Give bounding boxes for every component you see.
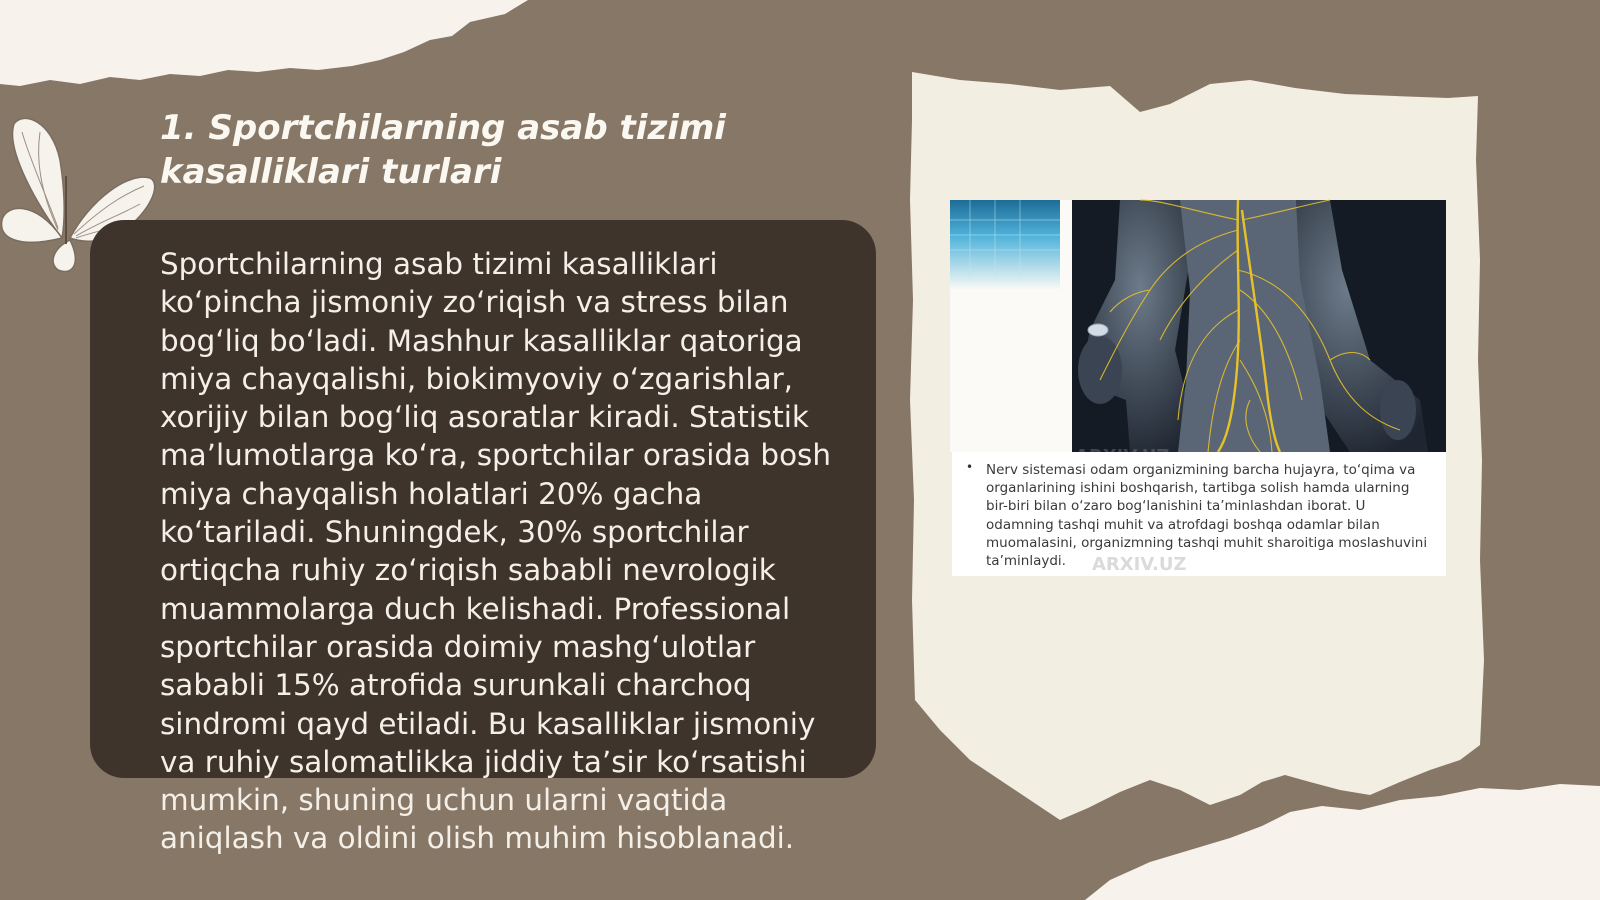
slide-body-text: Sportchilarning asab tizimi kasalliklari ko‘pincha jismoniy zo‘riqish va stress bilan bog‘liq bo‘ladi. Mashhur kasalliklar qatoriga miya chayqalishi, biokimyoviy o‘zgarishlar, xorijiy bilan bog‘liq asoratlar kiradi. Statistik ma’lumotlarga ko‘ra, sportchilar orasida bosh miya chayqalish holatlari 20% gacha ko‘tariladi. Shuningdek, 30% sportchilar ortiqcha ruhiy zo‘riqish sababli nevrologik muammolarga duch kelishadi. Professional sportchilar orasida doimiy mashg‘ulotlar sababli 15% atrofida surunkali charchoq sindromi qayd etiladi. Bu kasalliklar jismoniy va ruhiy salomatlikka jiddiy ta’sir ko‘rsatishi mumkin, shuning uchun ularni vaqtida aniqlash va oldini olish muhim hisoblanadi.	[160, 247, 831, 856]
image-caption-box	[952, 452, 1446, 576]
watermark-text: ARXIV.UZ	[1092, 554, 1187, 575]
image-caption: Nerv sistemasi odam organizmining barcha hujayra, to‘qima va organlarining ishini boshqarish, tartibga solish hamda ularning bir-biri bilan o‘zaro bog‘lanishini ta’minlashdan iborat. U odamning tashqi muhit va atrofdagi boshqa odamlar bilan muomalasini, organizmning tashqi muhit sharoitiga moslashuvini ta’minlaydi.	[986, 462, 1428, 570]
caption-bullet: •	[966, 460, 974, 474]
slide-title: 1. Sportchilarning asab tizimi kasalliklari turlari	[160, 108, 726, 192]
nervous-system-image	[950, 200, 1446, 452]
